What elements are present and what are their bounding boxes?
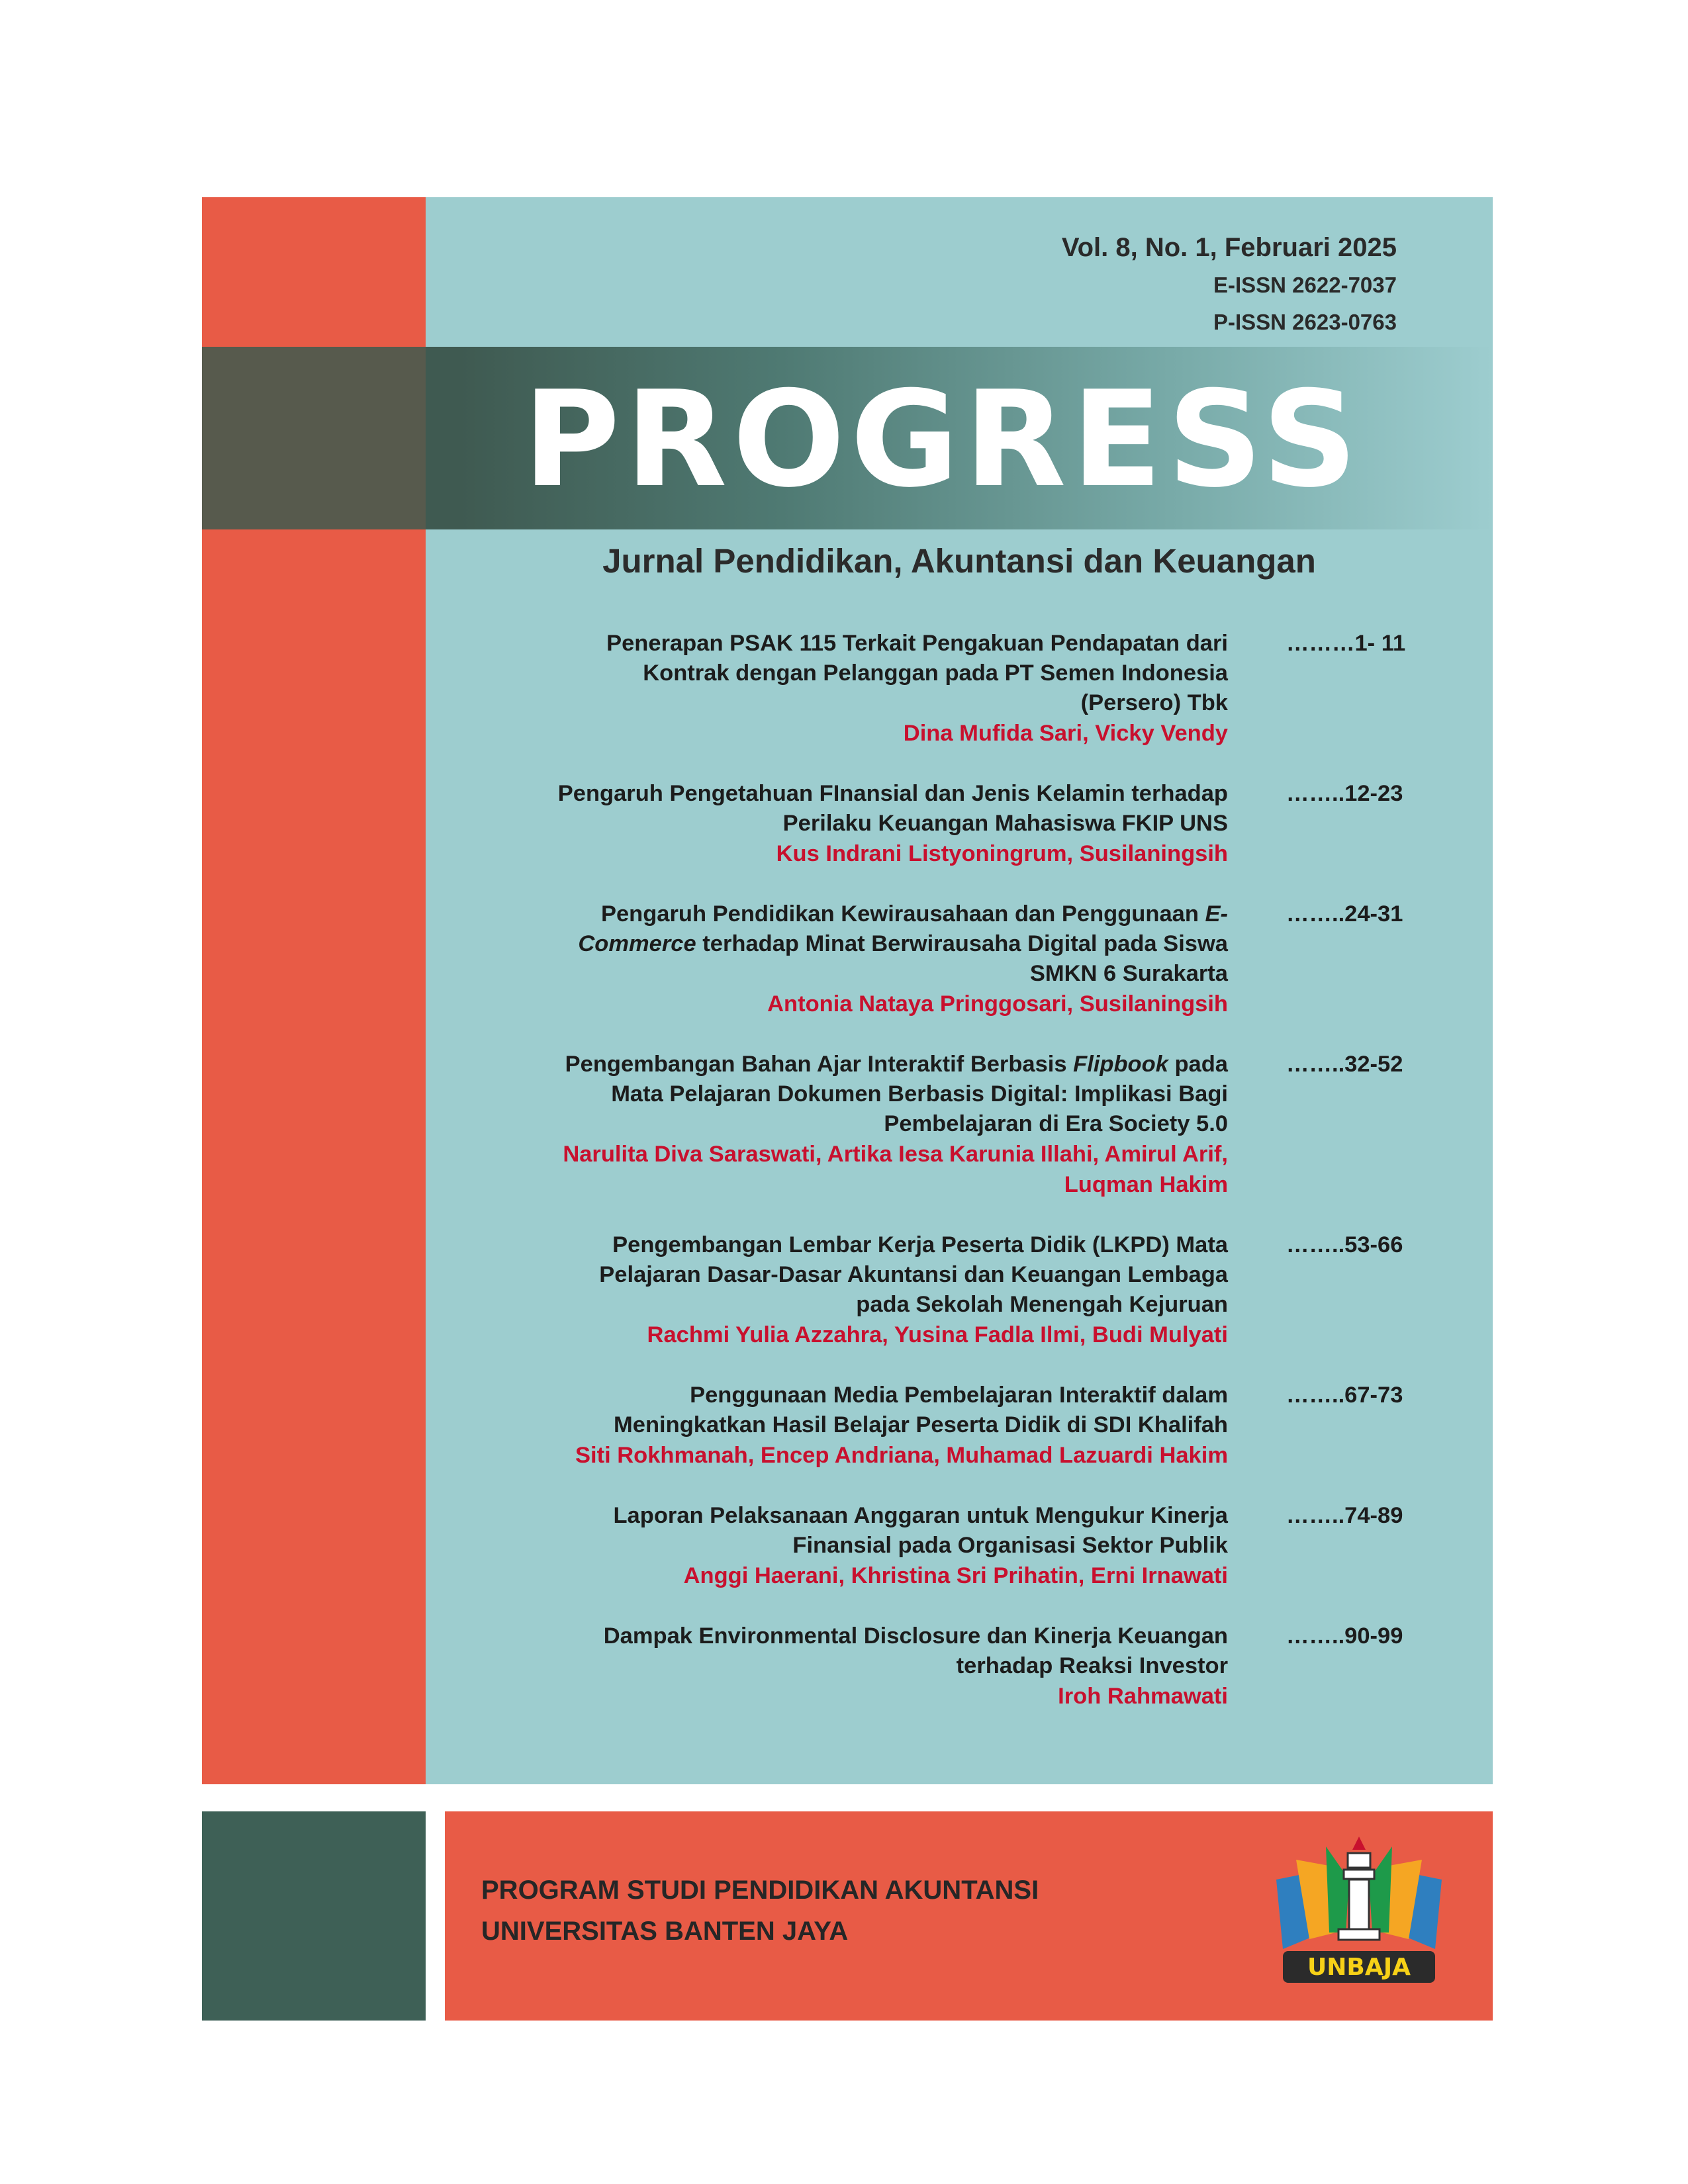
article-authors-line: Dina Mufida Sari, Vicky Vendy [903,721,1228,746]
article-title-line: Commerce terhadap Minat Berwirausaha Digital pada Siswa [578,931,1228,956]
journal-title: PROGRESS [523,363,1363,517]
toc-entry-text [437,1621,1228,1711]
article-title-line: Pengembangan Lembar Kerja Peserta Didik (LKPD) Mata [612,1232,1228,1257]
article-title-line: SMKN 6 Surakarta [1029,961,1228,986]
article-title-line: Laporan Pelaksanaan Anggaran untuk Mengukur Kinerja [613,1503,1228,1528]
p-issn-label: P-ISSN 2623-0763 [1213,310,1397,334]
article-title-line: Pelajaran Dasar-Dasar Akuntansi dan Keuangan Lembaga [599,1262,1228,1287]
article-title-line: Kontrak dengan Pelanggan pada PT Semen Indonesia [643,660,1228,686]
publisher-info [481,1870,1039,1952]
article-pages: ……..24-31 [1286,901,1403,927]
article-title-line: Pengaruh Pendidikan Kewirausahaan dan Penggunaan E- [600,901,1228,927]
article-pages: ………1- 11 [1286,631,1406,656]
issue-info [1062,228,1397,341]
article-title-line: Penerapan PSAK 115 Terkait Pengakuan Pendapatan dari [606,631,1228,656]
toc-entry [437,1381,1430,1471]
toc-entry [437,899,1430,1019]
toc-entry-text [437,1230,1228,1350]
article-title-line: Finansial pada Organisasi Sektor Publik [792,1533,1228,1558]
article-authors-line: Rachmi Yulia Azzahra, Yusina Fadla Ilmi, Budi Mulyati [647,1322,1228,1347]
article-title-line: Penggunaan Media Pembelajaran Interaktif dalam [690,1383,1228,1408]
article-pages: ……..12-23 [1286,781,1403,806]
article-title-line: terhadap Reaksi Investor [956,1653,1228,1678]
article-pages: ……..67-73 [1286,1383,1403,1408]
journal-subtitle: Jurnal Pendidikan, Akuntansi dan Keuangan [602,542,1316,580]
toc-entry-text [437,779,1228,869]
article-title-line: pada Sekolah Menengah Kejuruan [856,1292,1228,1317]
table-of-contents [437,629,1430,1742]
e-issn-label: E-ISSN 2622-7037 [1213,273,1397,297]
bottom-dark-block [202,1811,426,2021]
article-title-line: Pengembangan Bahan Ajar Interaktif Berbasis Flipbook pada [565,1052,1228,1077]
toc-entry [437,1621,1430,1711]
article-authors-line: Siti Rokhmanah, Encep Andriana, Muhamad Lazuardi Hakim [575,1443,1228,1468]
toc-entry [437,1050,1430,1200]
article-title-line: Mata Pelajaran Dokumen Berbasis Digital: Implikasi Bagi [611,1081,1228,1107]
title-band-left-block [202,347,426,529]
article-title-line: Dampak Environmental Disclosure dan Kinerja Keuangan [603,1623,1228,1649]
article-title-line: Meningkatkan Hasil Belajar Peserta Didik di SDI Khalifah [614,1412,1228,1437]
article-pages: ……..53-66 [1286,1232,1403,1257]
article-authors-line: Anggi Haerani, Khristina Sri Prihatin, Erni Irnawati [683,1563,1228,1588]
toc-entry-text [437,899,1228,1019]
article-authors-line: Luqman Hakim [1064,1172,1228,1197]
publisher-program: PROGRAM STUDI PENDIDIKAN AKUNTANSI [481,1876,1039,1905]
article-authors-line: Iroh Rahmawati [1058,1684,1228,1709]
toc-entry [437,629,1430,749]
article-title-line: Perilaku Keuangan Mahasiswa FKIP UNS [782,811,1228,836]
article-authors-line: Kus Indrani Listyoningrum, Susilaningsih [776,841,1228,866]
article-pages: ……..32-52 [1286,1052,1403,1077]
article-title-line: Pembelajaran di Era Society 5.0 [884,1111,1228,1136]
article-title-line: Pengaruh Pengetahuan FInansial dan Jenis Kelamin terhadap [557,781,1228,806]
volume-label: Vol. 8, No. 1, Februari 2025 [1061,233,1397,262]
article-authors-line: Antonia Nataya Pringgosari, Susilaningsih [767,991,1228,1017]
toc-entry-text [437,1501,1228,1591]
article-title-line: (Persero) Tbk [1080,690,1228,715]
toc-entry [437,1230,1430,1350]
article-pages: ……..90-99 [1286,1623,1403,1649]
toc-entry [437,779,1430,869]
article-authors-line: Narulita Diva Saraswati, Artika Iesa Karunia Illahi, Amirul Arif, [563,1142,1228,1167]
toc-entry [437,1501,1430,1591]
logo-text: UNBAJA [1307,1954,1411,1981]
toc-entry-text [437,1050,1228,1200]
publisher-university: UNIVERSITAS BANTEN JAYA [481,1917,849,1946]
unbaja-logo [1270,1833,1448,1992]
article-pages: ……..74-89 [1286,1503,1403,1528]
toc-entry-text [437,629,1228,749]
toc-entry-text [437,1381,1228,1471]
